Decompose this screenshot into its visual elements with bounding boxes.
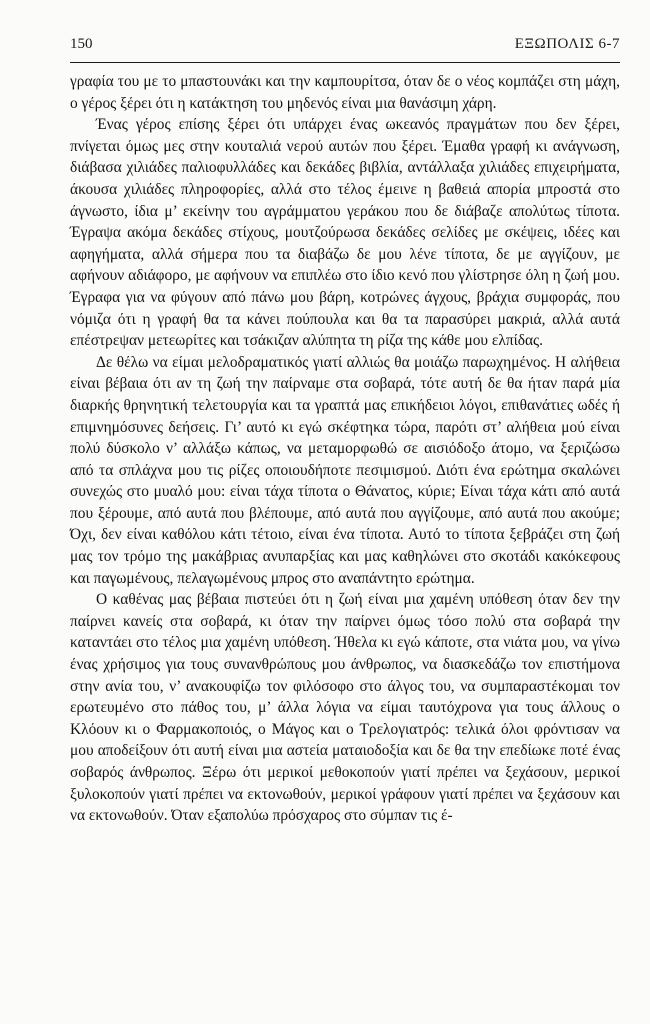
paragraph: Ένας γέρος επίσης ξέρει ότι υπάρχει ένας ωκεανός πραγμάτων που δεν ξέρει, πνίγεται όμως μες στην κουταλιά νερού αυτών που ξέρει. Έμαθα γραφή κι ανάγνωση, διάβασα χιλιάδες παλιοφυλλάδες και δεκάδες βιβλία, αντάλλαξα χιλιάδες επιχειρήματα, άκουσα χιλιάδες πληροφορίες, αλλά στο τέλος έμεινε η βαθειά απορία μπροστά στο άγνωστο, ίδια μ’ εκείνην του αγράμματου γεράκου που δε διάβαζε απολύτως τίποτα. Έγραψα ακόμα δεκάδες στίχους, μουτζούρωσα δεκάδες σελίδες με σκέψεις, ιδέες και αφηγήματα, αλλά σήμερα που τα διαβάζω δε μου λένε τίποτα, δε με αγγίζουν, με αφήνουν αδιάφορο, με αφήνουν να επιπλέω στο ίδιο κενό που γλίστρησε όλη η ζωή μου. Έγραφα για να φύγουν από πάνω μου βάρη, κοτρώνες άγχους, βράχια συμφοράς, που νόμιζα ότι η γραφή θα τα κάνει πούπουλα και θα τα παρασύρει μακριά, αλλά αυτά επέστρεψαν μετεωρίτες και τσάκιζαν αλύπητα τη ρίζα της κάθε μου ελπίδας. xyxy=(70,116,620,350)
body-text xyxy=(70,71,620,827)
paragraph-continued: γραφία του με το μπαστουνάκι και την καμπουρίτσα, όταν δε ο νέος κομπάζει στη μάχη, ο γέρος ξέρει ότι η κατάκτηση του μηδενός είναι μια θανάσιμη χάρη. xyxy=(70,73,620,112)
running-head xyxy=(70,36,620,58)
header-rule xyxy=(70,62,620,63)
running-title: ΕΞΩΠΟΛΙΣ 6-7 xyxy=(514,36,620,52)
paragraph: Δε θέλω να είμαι μελοδραματικός γιατί αλλιώς θα μοιάζω παρωχημένος. Η αλήθεια είναι βέβαια ότι αν τη ζωή την παίρναμε στα σοβαρά, τότε αυτή δε θα ήταν παρά μία διαρκής θρηνητική τελετουργία και τα γραπτά μας επικήδειοι λόγοι, επιθανάτιες ωδές ή επιμνημόσυνες δεήσεις. Γι’ αυτό κι εγώ σκέφτηκα τώρα, παρότι στ’ αλήθεια μού είναι πολύ δύσκολο ν’ αλλάξω κάπως, να μεταμορφωθώ σε αισιόδοξο άτομο, να ξεριζώσω από τα σπλάχνα μου τις ρίζες οποιουδήποτε πεσιμισμού. Διότι ένα ερώτημα σκαλώνει συνεχώς στο μυαλό μου: είναι τάχα τίποτα ο Θάνατος, κύριε; Είναι τάχα κάτι από αυτά που ξέρουμε, από αυτά που βλέπουμε, από αυτά που αγγίζουμε, από αυτά που ακούμε; Όχι, δεν είναι καθόλου κάτι τέτοιο, είναι ένα τίποτα. Αυτό το τίποτα ξεβράζει στη ζωή μας τον τρόμο της μακάβριας ανυπαρξίας και μας καθηλώνει στο σκοτάδι κακόκεφους και παγωμένους, πελαγωμένους μπρος στο αναπάντητο ερώτημα. xyxy=(70,353,620,587)
page-number: 150 xyxy=(70,36,93,52)
paragraph: Ο καθένας μας βέβαια πιστεύει ότι η ζωή είναι μια χαμένη υπόθεση όταν δεν την παίρνει κανείς στα σοβαρά, κι όταν την παίρνει όμως τόσο πολύ στα σοβαρά την καταντάει στο τέλος μια χαμένη υπόθεση. Ήθελα κι εγώ κάποτε, στα νιάτα μου, να γίνω ένας χρήσιμος για τους συνανθρώπους μου άνθρωπος, να διασκεδάζω τον επιστήμονα στην ανία του, ν’ ανακουφίζω τον φιλόσοφο στο άλγος του, να συμπαραστέκομαι τον ερωτευμένο στο πάθος του, μ’ άλλα λόγια να είμαι ταυτόχρονα για τους άλλους ο Κλόουν κι ο Φαρμακοποιός, ο Μάγος και ο Τρελογιατρός: τελικά όλοι φρόντισαν να μου αποδείξουν ότι αυτή είναι μια αστεία ματαιοδοξία και δε θα την επεδίωκε ποτέ ένας σοβαρός άνθρωπος. Ξέρω ότι μερικοί μεθοκοπούν γιατί πρέπει να ξεχάσουν, μερικοί ξυλοκοπούν γιατί πρέπει να εκτονωθούν, μερικοί γράφουν γιατί πρέπει να ξεχάσουν και να εκτονωθούν. Όταν εξαπολύω πρόσχαρος στο σύμπαν τις έ- xyxy=(70,591,620,825)
